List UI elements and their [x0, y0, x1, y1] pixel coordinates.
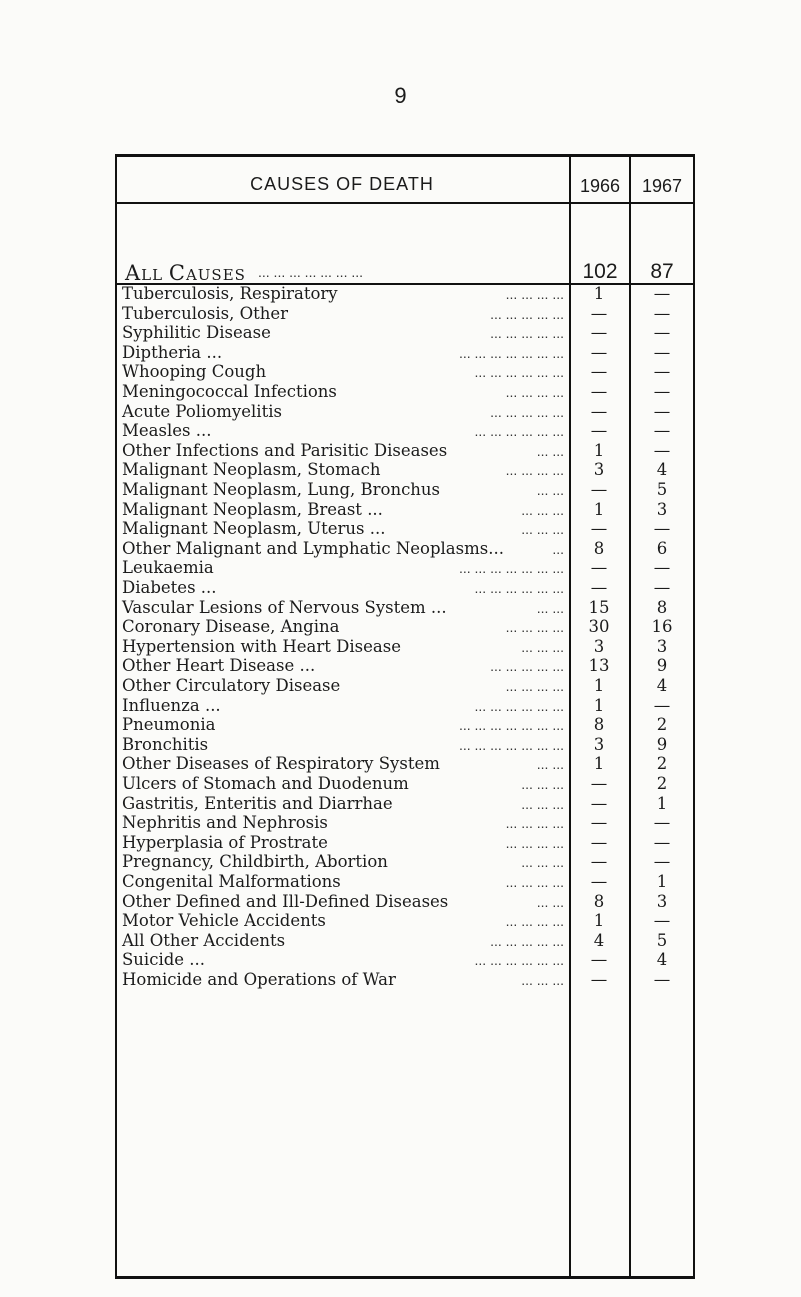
dot-leader: ... ... ... ...: [505, 384, 564, 400]
cause-label: Other Circulatory Disease: [122, 676, 341, 695]
cause-label: Other Defined and Ill-Defined Diseases: [122, 891, 449, 911]
cause-label: Leukaemia: [122, 558, 214, 578]
cause-label: Other Heart Disease ...: [122, 656, 316, 676]
value-1966: 30: [588, 617, 610, 637]
value-1967: —: [653, 284, 671, 303]
value-1966: 3: [593, 636, 605, 656]
dot-leader: ... ... ... ...: [505, 619, 564, 636]
cause-label: Other Malignant and Lymphatic Neoplasms...: [122, 538, 504, 558]
dot-leader: ... ... ... ... ...: [490, 932, 564, 949]
dot-leader: ... ... ... ...: [505, 678, 564, 694]
table-row: [0, 911, 801, 931]
value-1967: —: [653, 362, 671, 382]
dot-leader: ... ... ... ... ... ...: [474, 697, 564, 714]
table-row: [0, 754, 801, 774]
value-1967: 6: [656, 538, 668, 558]
cause-label: Ulcers of Stomach and Duodenum: [122, 774, 409, 793]
table-row: [0, 950, 801, 970]
all-causes-label: ALL CAUSES: [125, 261, 246, 285]
cause-label: Hypertension with Heart Disease: [122, 636, 401, 656]
cause-label: Syphilitic Disease: [122, 323, 271, 343]
dot-leader: ... ...: [536, 756, 564, 773]
cause-label: Pregnancy, Childbirth, Abortion: [122, 852, 388, 872]
value-1966: 1: [593, 499, 605, 519]
value-1967: —: [653, 342, 671, 362]
value-1966: —: [590, 382, 608, 401]
bottom-rule: [115, 1276, 695, 1279]
table-row: [0, 578, 801, 598]
value-1967: 16: [651, 617, 673, 637]
dot-leader: ... ... ... ... ... ... ...: [458, 717, 564, 734]
cause-label: Tuberculosis, Respiratory: [122, 284, 338, 303]
cause-label: Homicide and Operations of War: [122, 970, 396, 989]
table-row: [0, 774, 801, 794]
value-1967: —: [653, 832, 671, 852]
all-causes-1966: 102: [582, 260, 618, 283]
cause-label: Suicide ...: [122, 950, 206, 970]
value-1967: —: [653, 558, 671, 578]
header-title: CAUSES OF DEATH: [250, 174, 434, 194]
table-row: [0, 558, 801, 578]
table-row: [0, 480, 801, 500]
value-1966: —: [590, 872, 608, 891]
cause-label: Acute Poliomyelitis: [122, 401, 282, 421]
cause-label: Malignant Neoplasm, Breast ...: [122, 499, 383, 519]
value-1967: —: [653, 970, 671, 989]
header-rule: [115, 202, 695, 204]
value-1967: 5: [656, 480, 668, 499]
table-row: [0, 833, 801, 853]
dot-leader: ... ... ... ... ... ...: [474, 952, 564, 969]
cause-label: Malignant Neoplasm, Lung, Bronchus: [122, 480, 441, 499]
value-1966: 3: [593, 734, 605, 754]
dot-leader: ... ... ... ... ...: [490, 325, 564, 342]
dot-leader: ... ...: [536, 482, 564, 498]
header-year-1967: 1967: [641, 176, 683, 196]
table-row: [0, 852, 801, 872]
value-1966: 8: [593, 891, 605, 911]
cause-label: Congenital Malformations: [122, 872, 341, 891]
table-row: [0, 402, 801, 422]
value-1966: 8: [593, 538, 605, 558]
dot-leader: ... ... ... ...: [505, 815, 564, 832]
header-year-1966: 1966: [579, 176, 621, 196]
table-row: [0, 676, 801, 696]
table-row: [0, 794, 801, 814]
dot-leader: ... ... ...: [521, 521, 564, 538]
dot-leader: ... ... ... ... ... ... ...: [458, 736, 564, 753]
value-1967: —: [653, 852, 671, 872]
value-1967: 4: [656, 676, 668, 695]
table-row: [0, 970, 801, 990]
dot-leader: ... ... ... ...: [505, 874, 564, 890]
cause-label: Nephritis and Nephrosis: [122, 813, 328, 833]
table-row: [0, 656, 801, 676]
table-row: [0, 696, 801, 716]
dot-leader: ... ... ... ... ...: [490, 658, 564, 675]
value-1967: 9: [656, 734, 668, 754]
value-1966: —: [590, 970, 608, 989]
value-1967: 2: [656, 774, 668, 793]
table-row: [0, 500, 801, 520]
dot-leader: ... ...: [536, 599, 564, 616]
cause-label: Measles ...: [122, 421, 212, 441]
dot-leader: ... ... ... ... ... ...: [474, 423, 564, 440]
value-1966: —: [590, 774, 608, 793]
value-1967: 9: [656, 656, 668, 676]
dot-leader: ... ...: [536, 442, 564, 459]
dot-leader: ... ... ... ...: [505, 913, 564, 930]
cause-label: Tuberculosis, Other: [122, 303, 289, 323]
value-1966: —: [590, 323, 608, 343]
value-1967: —: [653, 382, 671, 401]
value-1966: —: [590, 401, 608, 421]
table-row: [0, 637, 801, 657]
value-1967: 2: [656, 715, 668, 735]
value-1967: 3: [656, 499, 668, 519]
dot-leader: ... ... ...: [521, 972, 564, 988]
dot-leader: ... ... ... ... ... ... ...: [458, 344, 564, 361]
cause-label: Whooping Cough: [122, 362, 267, 382]
cause-label: Hyperplasia of Prostrate: [122, 832, 328, 852]
value-1967: —: [653, 303, 671, 323]
cause-label: Other Infections and Parisitic Diseases: [122, 440, 448, 460]
value-1966: 1: [593, 695, 605, 715]
cause-label: Coronary Disease, Angina: [122, 617, 340, 637]
value-1966: —: [590, 362, 608, 382]
cause-label: Diabetes ...: [122, 578, 217, 597]
value-1966: 1: [593, 440, 605, 460]
table-row: [0, 892, 801, 912]
table-row: [0, 931, 801, 951]
value-1967: 3: [656, 636, 668, 656]
dot-leader: ... ... ... ... ... ...: [474, 364, 564, 381]
dot-leader: ... ... ... ... ...: [490, 403, 564, 420]
dot-leader: ... ... ... ... ... ... ...: [458, 560, 564, 577]
value-1966: —: [590, 832, 608, 852]
dot-leader: ... ... ...: [521, 638, 564, 655]
value-1966: 13: [588, 656, 610, 676]
cause-label: Gastritis, Enteritis and Diarrhae: [122, 793, 393, 813]
table-row: [0, 284, 801, 304]
cause-label: Malignant Neoplasm, Uterus ...: [122, 519, 386, 539]
cause-label: Meningococcal Infections: [122, 382, 337, 401]
value-1966: 1: [593, 284, 605, 303]
value-1966: —: [590, 519, 608, 539]
value-1966: —: [590, 852, 608, 872]
table-row: [0, 617, 801, 637]
value-1966: 1: [593, 676, 605, 695]
value-1966: —: [590, 558, 608, 578]
dot-leader: ... ... ...: [521, 795, 564, 812]
all-causes-leader: ... ... ... ... ... ... ...: [258, 264, 364, 280]
value-1966: 15: [588, 597, 610, 617]
table-row: [0, 539, 801, 559]
value-1966: 8: [593, 715, 605, 735]
value-1967: 5: [656, 930, 668, 950]
table-row: [0, 872, 801, 892]
value-1966: 4: [593, 930, 605, 950]
dot-leader: ... ... ...: [521, 501, 564, 518]
top-rule: [115, 154, 695, 157]
dot-leader: ... ... ...: [521, 776, 564, 792]
table-row: [0, 382, 801, 402]
value-1967: —: [653, 695, 671, 715]
dot-leader: ... ... ... ...: [505, 462, 564, 479]
dot-leader: ... ... ... ...: [505, 286, 564, 302]
value-1966: —: [590, 578, 608, 597]
page-number: 9: [394, 83, 407, 108]
value-1967: —: [653, 813, 671, 833]
value-1966: —: [590, 950, 608, 970]
cause-label: Vascular Lesions of Nervous System ...: [122, 597, 447, 617]
value-1967: —: [653, 911, 671, 931]
value-1967: 1: [656, 872, 668, 891]
value-1967: 1: [656, 793, 668, 813]
value-1966: 1: [593, 754, 605, 774]
cause-label: Diptheria ...: [122, 342, 223, 362]
value-1966: —: [590, 793, 608, 813]
table-row: [0, 715, 801, 735]
dot-leader: ... ... ... ... ... ...: [474, 580, 564, 596]
cause-label: Malignant Neoplasm, Stomach: [122, 460, 381, 480]
dot-leader: ... ... ... ...: [505, 834, 564, 851]
value-1966: 1: [593, 911, 605, 931]
value-1966: —: [590, 342, 608, 362]
table-row: [0, 362, 801, 382]
value-1967: —: [653, 519, 671, 539]
cause-label: Influenza ...: [122, 695, 221, 715]
value-1967: —: [653, 323, 671, 343]
cause-label: All Other Accidents: [122, 930, 286, 950]
table-row: [0, 343, 801, 363]
table-row: [0, 323, 801, 343]
table-row: [0, 598, 801, 618]
dot-leader: ... ...: [536, 893, 564, 910]
value-1967: 4: [656, 950, 668, 970]
value-1966: —: [590, 480, 608, 499]
dot-leader: ... ... ... ... ...: [490, 305, 564, 322]
table-row: [0, 813, 801, 833]
value-1967: —: [653, 440, 671, 460]
value-1967: —: [653, 401, 671, 421]
table-row: [0, 519, 801, 539]
all-causes-1967: 87: [650, 260, 674, 283]
value-1967: 8: [656, 597, 668, 617]
value-1966: —: [590, 421, 608, 441]
value-1967: —: [653, 578, 671, 597]
value-1967: 4: [656, 460, 668, 480]
value-1966: —: [590, 813, 608, 833]
table-row: [0, 735, 801, 755]
dot-leader: ... ... ...: [521, 854, 564, 871]
value-1967: 2: [656, 754, 668, 774]
value-1967: 3: [656, 891, 668, 911]
table-row: [0, 304, 801, 324]
value-1966: 3: [593, 460, 605, 480]
table-row: [0, 460, 801, 480]
cause-label: Motor Vehicle Accidents: [122, 911, 326, 931]
value-1967: —: [653, 421, 671, 441]
cause-label: Other Diseases of Respiratory System: [122, 754, 440, 774]
table-row: [0, 421, 801, 441]
cause-label: Pneumonia: [122, 715, 216, 735]
cause-label: Bronchitis: [122, 734, 209, 754]
value-1966: —: [590, 303, 608, 323]
table-row: [0, 441, 801, 461]
dot-leader: ...: [552, 540, 564, 557]
